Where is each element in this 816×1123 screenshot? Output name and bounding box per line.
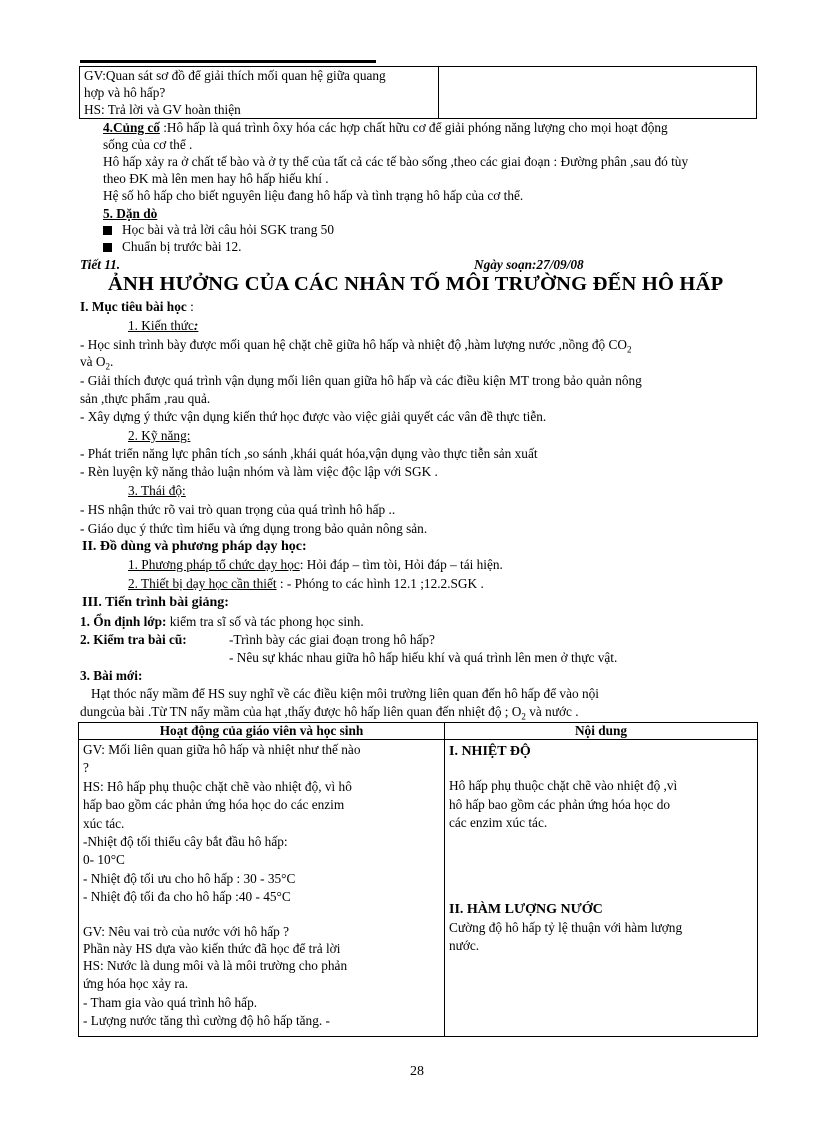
activities-table [78,722,758,1037]
table-row [80,67,757,119]
intro-line-2: dungcủa bài .Từ TN nẩy mầm của hạt ,thấy được hô hấp liên quan đến nhiệt độ ; $O_2$ và nước . [80,704,579,722]
section-materials-heading: II. Đồ dùng và phương pháp dạy học: [82,539,307,554]
bullet-square-icon [103,226,112,235]
list-item: Chuẩn bị trước bài 12. [103,239,241,255]
review-line-1: 2. Kiểm tra bài cũ: [80,632,187,647]
knowledge-item-3: - Xây dựng ý thức vận dụng kiến thứ học được vào việc giải quyết các vân đề thực tiễn. [80,409,547,424]
knowledge-heading: 1. Kiến thức: [128,318,199,333]
class-check-line: 1. Ổn định lớp: kiểm tra sĩ số và tác phong học sinh. [80,614,364,629]
column-header-activities: Hoạt động của giáo viên và học sinh [79,723,445,740]
top-table [79,66,757,119]
table-row [79,740,758,1037]
table-header-row [79,723,758,740]
cung-co-line5: Hệ số hô hấp cho biết nguyên liệu đang hô hấp và tình trạng hô hấp của cơ thể. [103,188,524,203]
skills-item-1: - Phát triển năng lực phân tích ,so sánh ,khái quát hóa,vận dụng vào thực tiễn sản xuất [80,446,538,461]
materials-item-1: 1. Phương pháp tổ chức dạy học: Hỏi đáp – tìm tòi, Hỏi đáp – tái hiện. [128,557,503,572]
activities-cell: GV: Mối liên quan giữa hô hấp và nhiệt như thế nào ? HS: Hô hấp phụ thuộc chặt chẽ vào nhiệt độ, vì hô hấp bao gồm các phản ứng hóa học do các enzim xúc tác. -Nhiệt độ tối thiểu cây bắt đầu hô hấp: 0- 10°C - Nhiệt độ tối ưu cho hô hấp : 30 - 35°C - Nhiệt độ tối đa cho hô hấp :40 - 45°C GV: Nêu vai trò của nước với hô hấp ? Phần này HS dựa vào kiến thức đã học để trả lời HS: Nước là dung môi và là môi trường cho phản ứng hóa học xảy ra. - Tham gia vào quá trình hô hấp. - Lượng nước tăng thì cường độ hô hấp tăng. - [79,740,445,1037]
attitude-item-2: - Giáo dục ý thức tìm hiểu và ứng dụng trong bảo quản nông sản. [80,521,428,536]
bullet-square-icon [103,243,112,252]
cung-co-line4: theo ĐK mà lên men hay hô hấp hiếu khí . [103,171,329,186]
knowledge-item-1: - Học sinh trình bày được mối quan hệ chặt chẽ giữa hô hấp và nhiệt độ ,hàm lượng nước ,nồng độ $CO_2$ [80,337,632,355]
new-lesson-heading: 3. Bài mới: [80,668,143,683]
section-objectives-heading: I. Mục tiêu bài học : [80,299,194,314]
page-number: 28 [410,1064,424,1079]
review-question-1: -Trình bày các giai đoạn trong hô hấp? [229,632,435,647]
cung-co-line1: 4.Củng cố :Hô hấp là quá trình ôxy hóa các hợp chất hữu cơ để giải phóng năng lượng cho mọi hoạt động [103,120,668,135]
top-table-left-cell: GV:Quan sát sơ đồ để giải thích mối quan hệ giữa quang hợp và hô hấp? HS: Trả lời và GV hoàn thiện [80,67,439,119]
column-header-content: Nội dung [445,723,758,740]
top-table-right-cell [439,67,757,119]
prep-date: Ngày soạn:27/09/08 [474,257,584,272]
list-item: Học bài và trả lời câu hỏi SGK trang 50 [103,222,334,238]
attitude-item-1: - HS nhận thức rõ vai trò quan trọng của quá trình hô hấp .. [80,502,396,517]
skills-item-2: - Rèn luyện kỹ năng thảo luận nhóm và làm việc độc lập với SGK . [80,464,438,479]
dan-do-heading: 5. Dặn dò [103,206,158,221]
header-rule [80,60,376,63]
content-cell: I. NHIỆT ĐỘ Hô hấp phụ thuộc chặt chẽ vào nhiệt độ ,vì hô hấp bao gồm các phản ứng hóa học do các enzim xúc tác. II. HÀM LƯỢNG NƯỚC Cường độ hô hấp tỷ lệ thuận với hàm lượng nước. [445,740,758,1037]
cung-co-line3: Hô hấp xảy ra ở chất tế bào và ở ty thể của tất cả các tế bào sống ,theo các giai đoạn : Đường phân ,sau đó tùy [103,154,689,169]
knowledge-item-2-cont: sản ,thực phẩm ,rau quả. [80,391,211,406]
materials-item-2: 2. Thiết bị dạy học cần thiết : - Phóng to các hình 12.1 ;12.2.SGK . [128,576,484,591]
attitude-heading: 3. Thái độ: [128,483,186,498]
intro-line-1: Hạt thóc nẩy mầm để HS suy nghĩ về các điều kiện môi trường liên quan đến hô hấp để vào nội [91,686,599,701]
content-heading-temperature: I. NHIỆT ĐỘ [449,744,531,759]
lesson-number: Tiết 11. [80,257,121,272]
review-question-2: - Nêu sự khác nhau giữa hô hấp hiếu khí và quá trình lên men ở thực vật. [229,650,618,665]
cung-co-line2: sống của cơ thể . [103,137,193,152]
content-heading-water: II. HÀM LƯỢNG NƯỚC [449,901,603,917]
knowledge-item-1-cont: và $O_2$. [80,354,114,372]
section-procedure-heading: III. Tiến trình bài giảng: [82,595,229,610]
skills-heading: 2. Kỹ năng: [128,428,191,443]
lesson-title: ẢNH HƯỞNG CỦA CÁC NHÂN TỐ MÔI TRƯỜNG ĐẾN HÔ HẤP [108,273,724,295]
knowledge-item-2: - Giải thích được quá trình vận dụng mối liên quan giữa hô hấp và các điều kiện MT trong bảo quản nông [80,373,642,388]
